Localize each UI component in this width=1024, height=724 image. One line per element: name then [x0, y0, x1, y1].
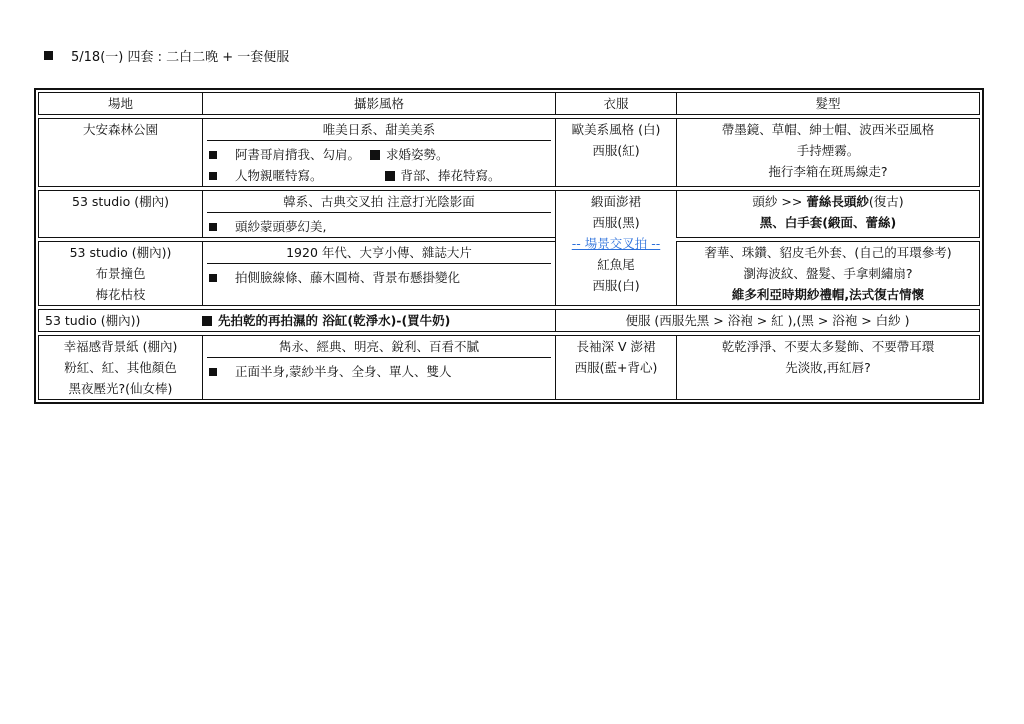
schedule-table: [38, 89, 980, 403]
venue-cell: 53 tudio (棚內)): [38, 309, 202, 332]
venue-cell: 53 studio (棚內): [38, 190, 202, 238]
header-hair: 髮型: [676, 92, 980, 115]
section-heading: [44, 46, 289, 65]
hair-cell: 乾乾淨淨、不要太多髮飾、不要帶耳環 先淡妝,再紅唇?: [676, 335, 980, 400]
style-main: 韓系、古典交叉拍 注意打光陰影面: [207, 191, 551, 213]
table-row: [38, 190, 980, 238]
schedule-table-frame: [34, 88, 984, 404]
style-main: 雋永、經典、明亮、銳利、百看不膩: [207, 336, 551, 358]
style-cell: 先拍乾的再拍濕的 浴缸(乾淨水)-(買牛奶): [202, 309, 555, 332]
bullet-square-icon: [209, 274, 217, 282]
casual-clothes-cell: 便服 (西服先黑 > 浴袍 > 紅 ),(黑 > 浴袍 > 白紗 ): [555, 309, 980, 332]
style-cell: [202, 335, 555, 400]
style-main: 1920 年代、大亨小傳、雜誌大片: [207, 242, 551, 264]
clothes-cell-shared: 緞面澎裙 西服(黑) -- 場景交叉拍 -- 紅魚尾 西服(白): [555, 190, 676, 306]
hair-cell: 奢華、珠鑽、貂皮毛外套、(自己的耳環參考) 瀏海波紋、盤髮、手拿刺繡扇? 維多利亞時期紗禮帽,法式復古情懷: [676, 241, 980, 306]
hair-cell: 頭紗 >> 蕾絲長頭紗(復古) 黑、白手套(緞面、蕾絲): [676, 190, 980, 238]
bullet-square-icon: [209, 151, 217, 159]
heading-text: 5/18(一) 四套 : 二白二晚 + 一套便服: [71, 50, 290, 65]
table-header-row: [38, 92, 980, 115]
style-bullet-line: 頭紗蒙頭夢幻美,: [203, 216, 555, 237]
hair-cell: 帶墨鏡、草帽、紳士帽、波西米亞風格 手持煙霧。 拖行李箱在斑馬線走?: [676, 118, 980, 187]
style-cell: [202, 241, 555, 306]
table-row: [38, 241, 980, 306]
style-bullet-line: 拍側臉線條、藤木圓椅、背景布懸掛變化: [203, 267, 555, 288]
style-main: 唯美日系、甜美美系: [207, 119, 551, 141]
cross-shoot-link[interactable]: -- 場景交叉拍 --: [571, 236, 661, 251]
style-cell: [202, 118, 555, 187]
bullet-square-icon: [385, 171, 395, 181]
table-row: [38, 118, 980, 187]
clothes-cell: 長袖深 V 澎裙 西服(藍+背心): [555, 335, 676, 400]
bullet-square-icon: [370, 150, 380, 160]
bullet-square-icon: [209, 368, 217, 376]
bullet-square-icon: [209, 172, 217, 180]
clothes-cell: 歐美系風格 (白) 西服(紅): [555, 118, 676, 187]
venue-cell: 大安森林公園: [38, 118, 202, 187]
table-row: [38, 309, 980, 332]
bullet-square-icon: [209, 223, 217, 231]
style-bullet-line: 人物親暱特寫。 背部、捧花特寫。: [203, 165, 555, 186]
header-venue: 場地: [38, 92, 202, 115]
bullet-square-icon: [202, 316, 212, 326]
venue-cell: 幸福感背景紙 (棚內) 粉紅、紅、其他顏色 黑夜壓光?(仙女棒): [38, 335, 202, 400]
venue-cell: 53 studio (棚內)) 布景撞色 梅花枯枝: [38, 241, 202, 306]
style-bullet-line: 阿書哥肩揹我、勾肩。 求婚姿勢。: [203, 144, 555, 165]
bullet-square-icon: [44, 51, 53, 60]
style-cell: [202, 190, 555, 238]
table-row: [38, 335, 980, 400]
style-bullet-line: 正面半身,蒙紗半身、全身、單人、雙人: [203, 361, 555, 382]
header-style: 攝影風格: [202, 92, 555, 115]
header-clothes: 衣服: [555, 92, 676, 115]
